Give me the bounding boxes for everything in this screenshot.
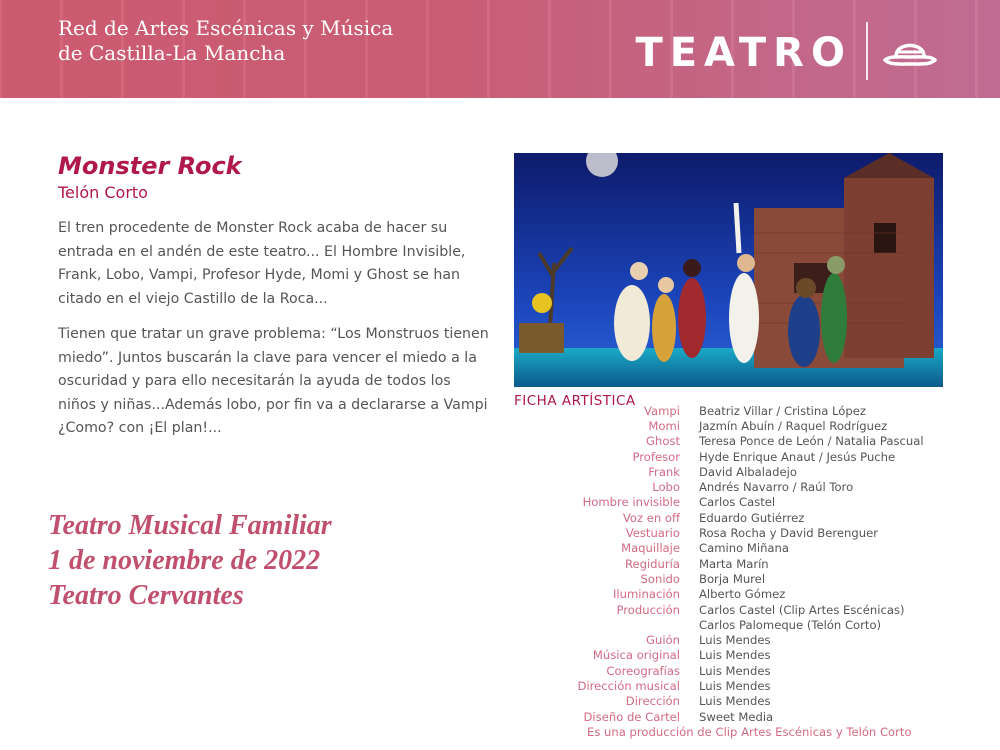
- credit-row: [514, 495, 944, 510]
- credit-role: Guión: [646, 633, 680, 648]
- header-banner: [0, 0, 1000, 98]
- credit-name: Luis Mendes: [699, 694, 771, 709]
- network-title-line2: de Castilla-La Mancha: [58, 41, 286, 65]
- credit-role: Vampi: [643, 403, 680, 418]
- credit-row: [514, 556, 944, 571]
- credit-name: Carlos Castel: [699, 495, 776, 510]
- synopsis: [58, 217, 490, 453]
- credit-row: [514, 694, 944, 709]
- credit-row: [514, 449, 944, 464]
- credit-role: Música original: [592, 648, 680, 663]
- credit-row: [514, 632, 944, 647]
- credit-role: Diseño de Cartel: [583, 709, 680, 724]
- credit-name: Beatriz Villar / Cristina López: [699, 403, 866, 418]
- credit-role: Voz en off: [622, 510, 680, 525]
- credit-role: Ghost: [645, 434, 680, 449]
- credit-name: Carlos Palomeque (Telón Corto): [699, 617, 882, 632]
- show-title: Monster Rock: [58, 152, 242, 180]
- credit-name: Eduardo Gutiérrez: [699, 510, 805, 525]
- credit-name: Luis Mendes: [699, 648, 771, 663]
- credits-list: [514, 403, 944, 724]
- section-divider: [866, 22, 868, 80]
- event-date: 1 de noviembre de 2022: [48, 545, 321, 576]
- credit-row: [514, 418, 944, 433]
- credit-row: [514, 587, 944, 602]
- credit-name: Hyde Enrique Anaut / Jesús Puche: [699, 449, 896, 464]
- synopsis-paragraph: El tren procedente de Monster Rock acaba de hacer su entrada en el andén de este teatro... El Hombre Invisible, Frank, Lobo, Vampi, Profesor Hyde, Momi y Ghost se han citado en el viejo Castillo de la Roca...: [58, 220, 466, 307]
- bowler-hat-icon: [882, 34, 938, 70]
- credit-row: [514, 602, 944, 617]
- credit-role: Regiduría: [624, 556, 680, 571]
- credit-name: Alberto Gómez: [699, 587, 786, 602]
- credit-name: Luis Mendes: [699, 663, 771, 678]
- credit-name: Teresa Ponce de León / Natalia Pascual: [699, 434, 924, 449]
- event-genre: Teatro Musical Familiar: [48, 510, 332, 541]
- credit-name: Carlos Castel (Clip Artes Escénicas): [699, 602, 905, 617]
- event-info: [48, 508, 332, 613]
- credit-row: [514, 479, 944, 494]
- credit-role: Momi: [648, 418, 680, 433]
- credit-name: Marta Marín: [699, 556, 769, 571]
- credit-role: Profesor: [632, 449, 680, 464]
- credits-heading: FICHA ARTÍSTICA: [514, 393, 636, 409]
- credit-role: Maquillaje: [621, 541, 680, 556]
- credit-role: Iluminación: [613, 587, 680, 602]
- credit-role: Hombre invisible: [582, 495, 680, 510]
- credit-name: Camino Miñana: [699, 541, 789, 556]
- credit-name: David Albaladejo: [699, 464, 797, 479]
- credit-row: [514, 510, 944, 525]
- credit-role: Lobo: [652, 480, 680, 495]
- section-label: TEATRO: [635, 30, 852, 76]
- credit-name: Borja Murel: [699, 571, 766, 586]
- network-title: [58, 16, 393, 66]
- network-title-line1: Red de Artes Escénicas y Música: [58, 16, 394, 40]
- credit-row: [514, 678, 944, 693]
- credit-row: [514, 648, 944, 663]
- credit-row: [514, 403, 944, 418]
- synopsis-paragraph: Tienen que tratar un grave problema: “Los Monstruos tienen miedo”. Juntos buscarán la clave para vencer el miedo a la oscuridad y para ello necesitarán la ayuda de todos los niños y niñas...Además lobo, por fin va a declararse a Vampi ¿Como? con ¡El plan!...: [58, 326, 489, 436]
- credit-name: Rosa Rocha y David Berenguer: [699, 526, 878, 541]
- credit-row: [514, 663, 944, 678]
- credit-role: Dirección musical: [577, 678, 680, 693]
- company-name: Telón Corto: [58, 183, 148, 202]
- credit-row: [514, 464, 944, 479]
- credit-role: Frank: [648, 464, 680, 479]
- credit-name: Jazmín Abuín / Raquel Rodríguez: [699, 418, 888, 433]
- credit-role: Dirección: [625, 694, 680, 709]
- credit-row: [514, 434, 944, 449]
- credit-name: Sweet Media: [699, 709, 774, 724]
- credit-name: Andrés Navarro / Raúl Toro: [699, 480, 854, 495]
- credit-name: Luis Mendes: [699, 678, 771, 693]
- credit-row: [514, 617, 944, 632]
- credit-role: Vestuario: [625, 526, 680, 541]
- show-photo: [514, 153, 943, 387]
- production-note: Es una producción de Clip Artes Escénicas y Telón Corto: [587, 725, 912, 739]
- event-venue: Teatro Cervantes: [48, 580, 244, 611]
- credit-role: Sonido: [640, 571, 680, 586]
- credit-row: [514, 525, 944, 540]
- credit-row: [514, 709, 944, 724]
- credit-row: [514, 571, 944, 586]
- credit-row: [514, 541, 944, 556]
- credit-role: Coreografías: [606, 663, 680, 678]
- credit-name: Luis Mendes: [699, 633, 771, 648]
- credit-role: Producción: [616, 602, 680, 617]
